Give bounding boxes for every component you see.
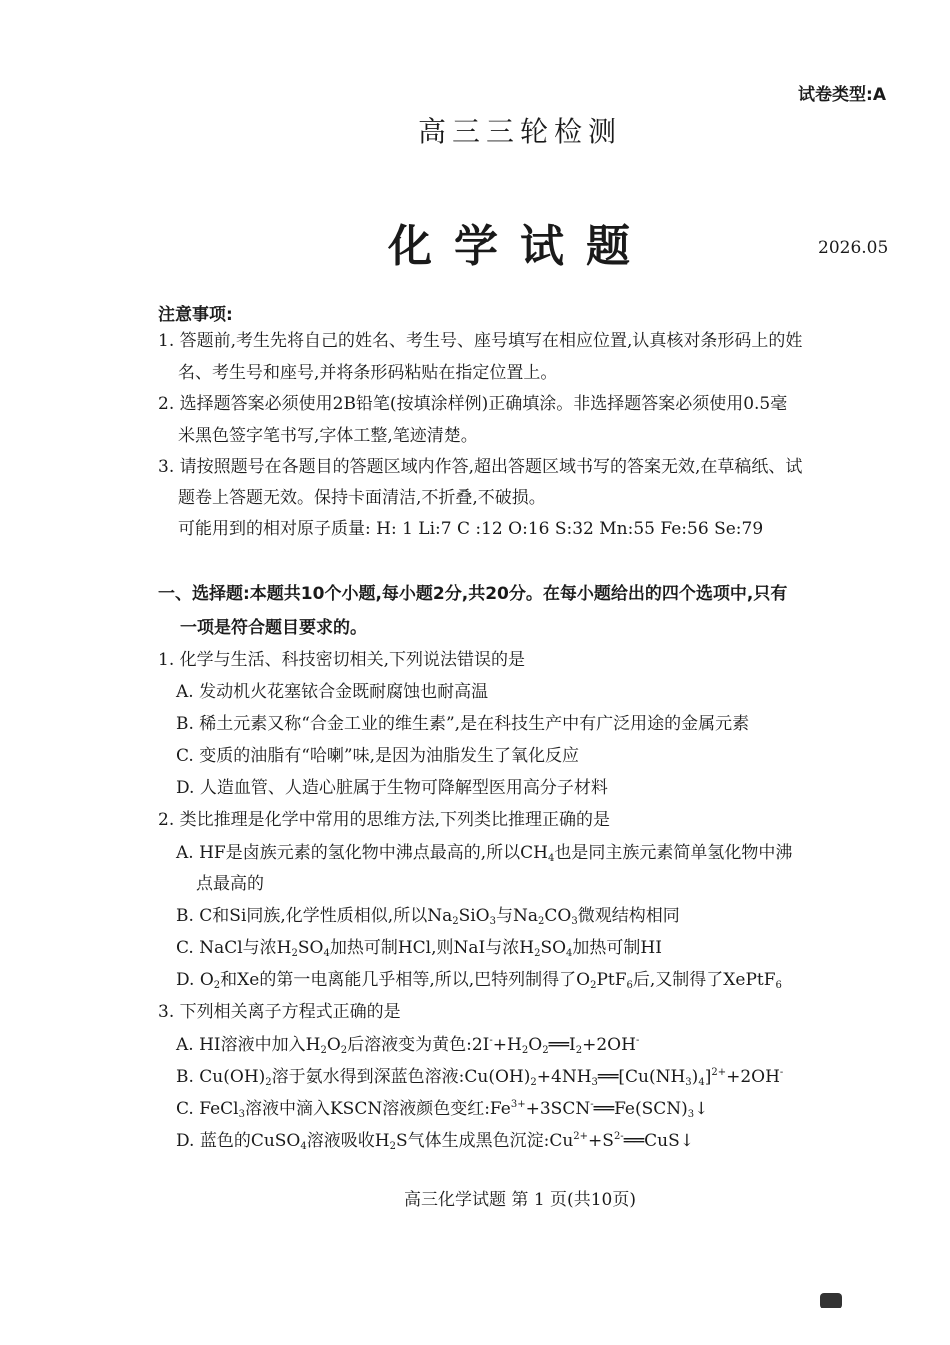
question-2-option-b: B. C和Si同族,化学性质相似,所以$Na_2SiO_3$与$Na_2CO_3$微观结构相同 xyxy=(176,906,680,927)
notice-item-2-cont: 米黑色签字笔书写,字体工整,笔迹清楚。 xyxy=(178,426,478,446)
question-1-option-c: C. 变质的油脂有“哈喇”味,是因为油脂发生了氧化反应 xyxy=(176,746,579,766)
question-2-option-c: C. NaCl与浓$H_2SO_4$加热可制HCl,则NaI与浓$H_2SO_4$加热可制HI xyxy=(176,938,662,959)
section-1-heading: 一、选择题:本题共10个小题,每小题2分,共20分。在每小题给出的四个选项中,只有 xyxy=(158,584,788,604)
question-2-option-a-cont: 点最高的 xyxy=(196,874,264,894)
atomic-masses: 可能用到的相对原子质量: H: 1 Li:7 C :12 O:16 S:32 Mn:55 Fe:56 Se:79 xyxy=(178,519,764,539)
scanner-watermark xyxy=(820,1290,940,1308)
question-3-option-c: C. FeCl$_3$溶液中滴入KSCN溶液颜色变红$:Fe^{3+}+3SCN^-══Fe(SCN)_3↓$ xyxy=(176,1099,709,1120)
scanner-app-icon xyxy=(820,1293,842,1309)
section-1-heading-cont: 一项是符合题目要求的。 xyxy=(180,618,367,638)
question-2-stem: 2. 类比推理是化学中常用的思维方法,下列类比推理正确的是 xyxy=(158,810,611,830)
notice-item-1: 1. 答题前,考生先将自己的姓名、考生号、座号填写在相应位置,认真核对条形码上的姓 xyxy=(158,331,803,351)
question-3-stem: 3. 下列相关离子方程式正确的是 xyxy=(158,1002,401,1022)
question-1-option-a: A. 发动机火花塞铱合金既耐腐蚀也耐高温 xyxy=(176,682,489,702)
page-footer: 高三化学试题 第 1 页(共10页) xyxy=(404,1190,636,1210)
notice-item-1-cont: 名、考生号和座号,并将条形码粘贴在指定位置上。 xyxy=(178,363,558,383)
question-2-option-a: A. HF是卤族元素的氢化物中沸点最高的,所以$CH_4$也是同主族元素简单氢化物中沸 xyxy=(176,843,793,864)
notice-item-2: 2. 选择题答案必须使用2B铅笔(按填涂样例)正确填涂。非选择题答案必须使用0.5毫 xyxy=(158,394,788,414)
question-3-option-d: D. 蓝色的CuSO$_4$溶液吸收$H_2S$气体生成黑色沉淀$:Cu^{2+}+S^{2-}══CuS↓$ xyxy=(176,1131,695,1152)
notice-item-3-cont: 题卷上答题无效。保持卡面清洁,不折叠,不破损。 xyxy=(178,488,546,508)
notice-heading: 注意事项: xyxy=(158,305,233,325)
exam-subtitle: 高三三轮检测 xyxy=(417,115,622,148)
question-2-option-d: D. $O_2$和Xe的第一电离能几乎相等,所以,巴特列制得了$O_2PtF_6$后,又制得了XePtF$_6$ xyxy=(176,970,782,991)
exam-title: 化学试题 xyxy=(388,221,652,272)
exam-date: 2026.05 xyxy=(818,238,889,258)
question-1-option-b: B. 稀土元素又称“合金工业的维生素”,是在科技生产中有广泛用途的金属元素 xyxy=(176,714,750,734)
question-1-stem: 1. 化学与生活、科技密切相关,下列说法错误的是 xyxy=(158,650,526,670)
question-1-option-d: D. 人造血管、人造心脏属于生物可降解型医用高分子材料 xyxy=(176,778,608,798)
paper-type: 试卷类型:A xyxy=(798,85,886,105)
question-3-option-b: B. $Cu(OH)_2$溶于氨水得到深蓝色溶液$:Cu(OH)_2+4NH_3══[Cu(NH_3)_4]^{2+}+2OH^-$ xyxy=(176,1067,784,1088)
notice-item-3: 3. 请按照题号在各题目的答题区域内作答,超出答题区域书写的答案无效,在草稿纸、试 xyxy=(158,457,803,477)
question-3-option-a: A. HI溶液中加入$H_2O_2$后溶液变为黄色$:2I^-+H_2O_2══I_2+2OH^-$ xyxy=(176,1035,640,1056)
